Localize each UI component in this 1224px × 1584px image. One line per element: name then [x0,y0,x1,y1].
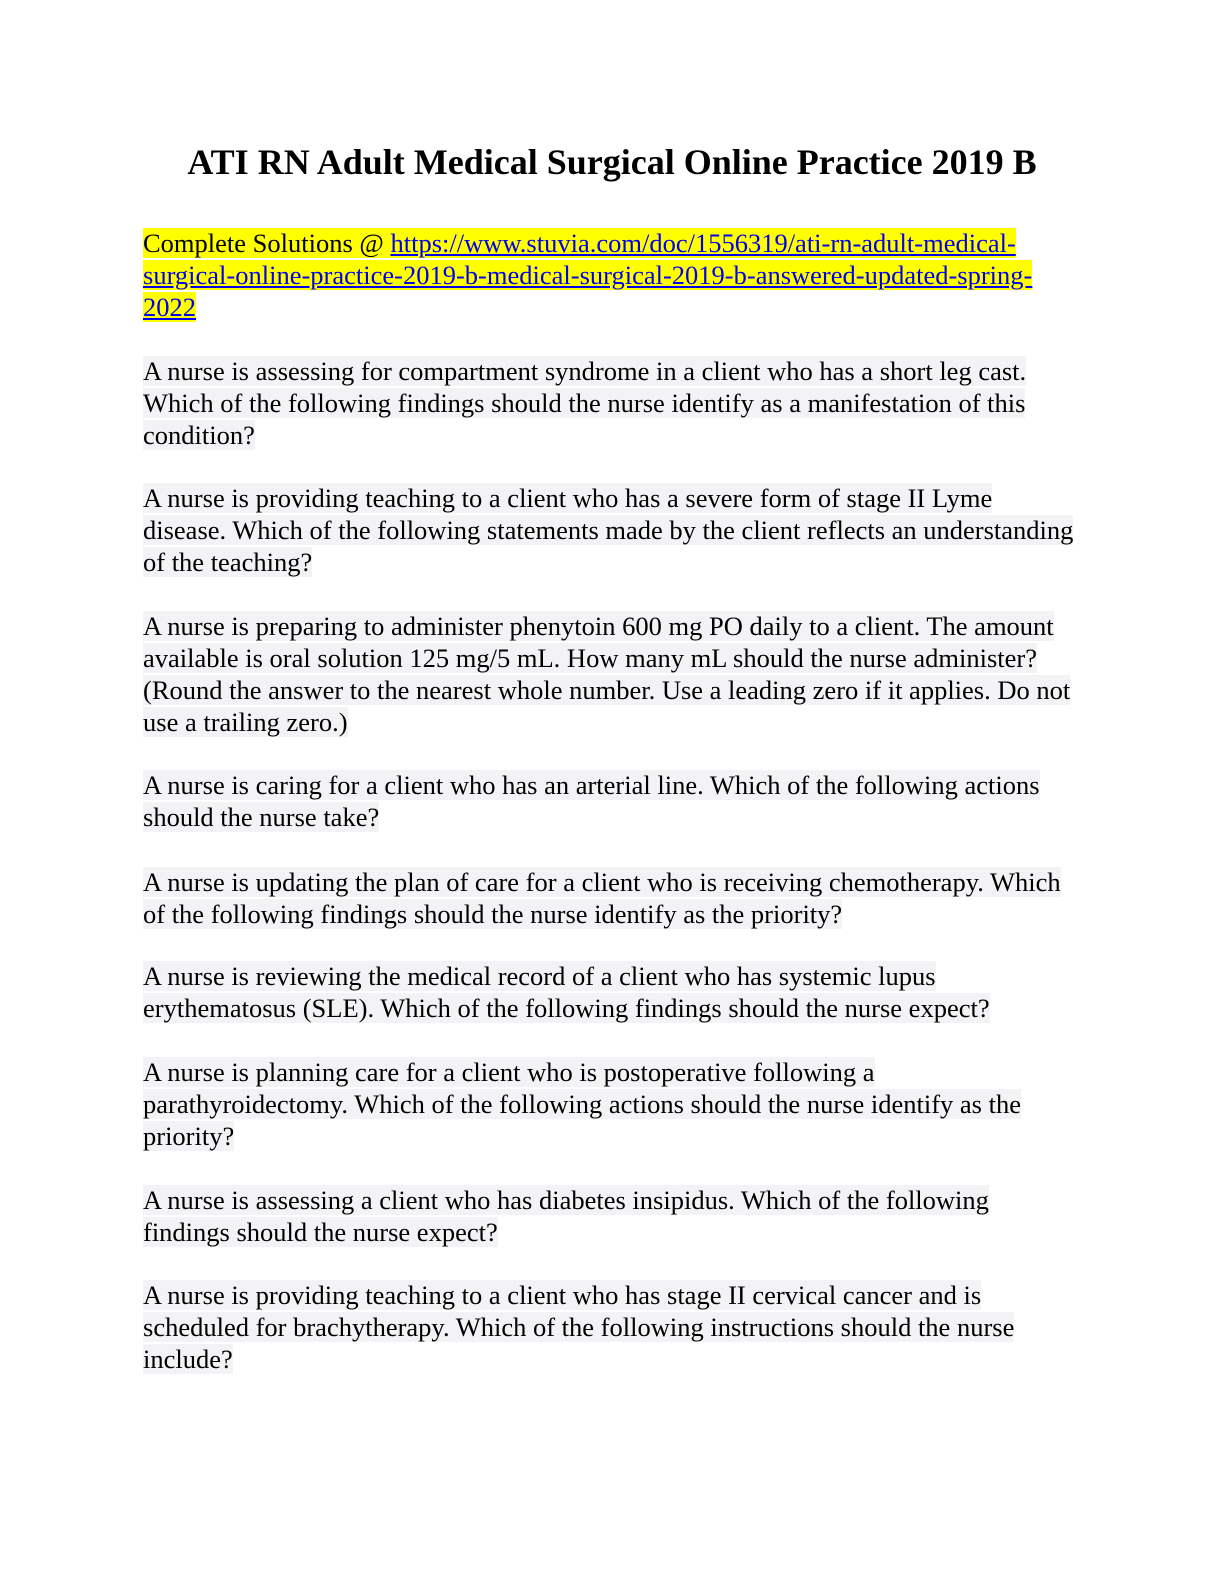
question-6 [143,960,1078,1024]
solutions-link[interactable]: https://www.stuvia.com/doc/1556319/ati-rn-adult-medical-surgical-online-practice-2019-b-medical-surgical-2019-b-answered-updated-spring-2022 [143,228,1033,322]
question-text: A nurse is planning care for a client who is postoperative following a parathyroidectomy. Which of the following actions should the nurse identify as the priority? [143,1057,1021,1151]
question-text: A nurse is updating the plan of care for a client who is receiving chemotherapy. Which of the following findings should the nurse identify as the priority? [143,867,1061,929]
question-3 [143,610,1078,738]
document-title: ATI RN Adult Medical Surgical Online Practice 2019 B [187,142,1037,182]
question-1 [143,355,1078,451]
question-2 [143,482,1078,578]
question-9 [143,1279,1078,1375]
question-text: A nurse is assessing for compartment syndrome in a client who has a short leg cast. Which of the following findings should the nurse identify as a manifestation of this condition? [143,356,1027,450]
question-text: A nurse is reviewing the medical record of a client who has systemic lupus erythematosus (SLE). Which of the following findings should the nurse expect? [143,961,990,1023]
solutions-line [143,227,1073,323]
solutions-label: Complete Solutions @ [143,228,391,258]
question-text: A nurse is providing teaching to a client who has a severe form of stage II Lyme disease. Which of the following statements made by the client reflects an understanding of the teaching? [143,483,1074,577]
question-7 [143,1056,1078,1152]
question-text: A nurse is providing teaching to a client who has stage II cervical cancer and is scheduled for brachytherapy. Which of the following instructions should the nurse include? [143,1280,1015,1374]
question-text: A nurse is preparing to administer phenytoin 600 mg PO daily to a client. The amount available is oral solution 125 mg/5 mL. How many mL should the nurse administer? (Round the answer to the nearest whole number. Use a leading zero if it applies. Do not use a trailing zero.) [143,611,1071,737]
question-8 [143,1184,1078,1248]
question-text: A nurse is caring for a client who has an arterial line. Which of the following actions should the nurse take? [143,770,1040,832]
question-text: A nurse is assessing a client who has diabetes insipidus. Which of the following findings should the nurse expect? [143,1185,989,1247]
question-5 [143,866,1078,930]
question-4 [143,769,1078,833]
